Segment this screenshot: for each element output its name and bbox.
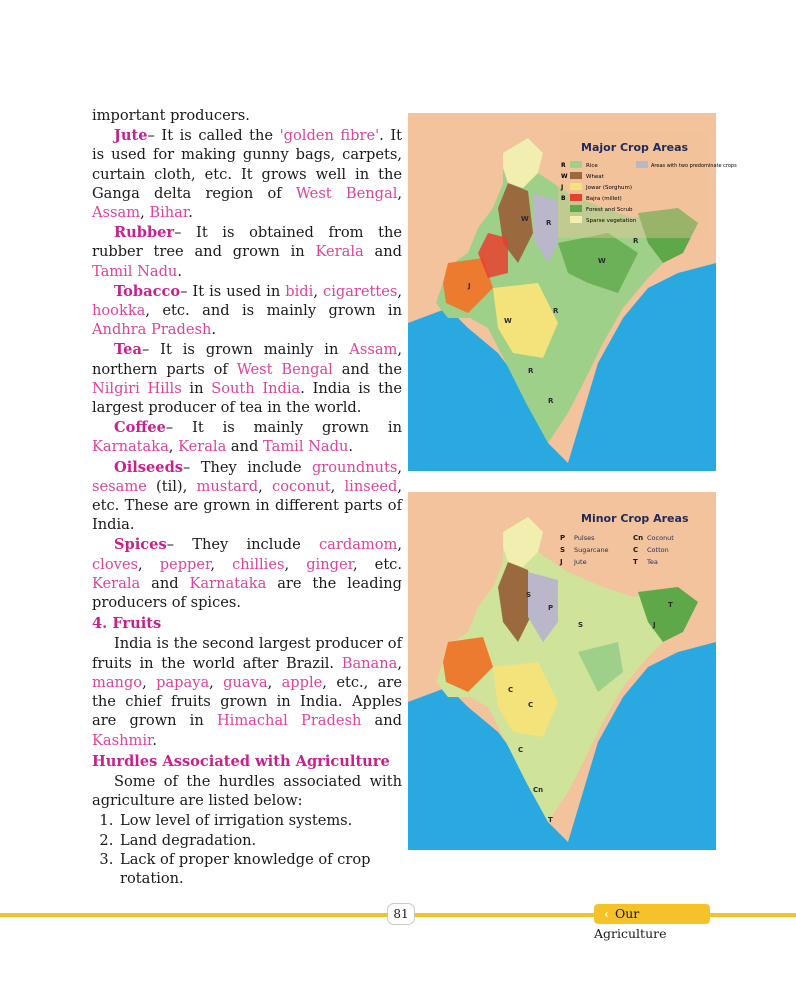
hurdle-item: 3. Lack of proper knowledge of crop rotation. [118, 850, 402, 888]
legend-swatch [570, 205, 582, 212]
legend-label: Jowar (Sorghum) [586, 185, 632, 191]
keyword-text: 'golden fibre' [279, 127, 380, 145]
body-text: , [397, 282, 403, 300]
crop-name: Tobacco [114, 282, 181, 300]
body-text: , [330, 477, 345, 495]
keyword-text: mango [92, 673, 143, 691]
keyword-text: hookka [92, 302, 146, 320]
svg-text:R: R [528, 367, 534, 375]
svg-text:S: S [578, 621, 584, 629]
legend-code: J [561, 184, 564, 191]
legend-swatch [570, 161, 582, 168]
keyword-text: West Bengal [295, 184, 398, 202]
hurdle-item: 1. Low level of irrigation systems. [118, 811, 402, 830]
crop-paragraph [92, 418, 402, 456]
keyword-text: cigarettes [323, 282, 398, 300]
body-text: , [397, 184, 402, 202]
svg-text:W: W [504, 317, 512, 325]
svg-text:T: T [548, 816, 553, 824]
legend-code: Cn [633, 534, 644, 542]
legend-label: Areas with two predominate crops [651, 163, 737, 169]
legend-code: W [561, 173, 568, 180]
keyword-text: Kerala [92, 574, 141, 592]
body-text: – It is used in [180, 282, 286, 300]
body-text: , [397, 458, 402, 476]
body-text: , northern parts of [92, 341, 402, 378]
body-text: and the [332, 360, 402, 378]
svg-text:T: T [668, 601, 673, 609]
legend-label: Sparse vegetation [586, 218, 637, 224]
body-text: , [397, 536, 402, 554]
body-text: , [138, 555, 160, 573]
svg-text:R: R [546, 219, 552, 227]
crop-name: Tea [114, 341, 142, 359]
body-text: – It is called the [147, 127, 280, 145]
chapter-title: Our Agriculture [594, 906, 667, 941]
body-text: , [168, 438, 179, 456]
body-text: (til), [146, 477, 197, 495]
legend-swatch [570, 172, 582, 179]
crop-paragraph [92, 535, 402, 612]
body-text: , etc. These are grown in different parts of India. [92, 477, 402, 534]
legend-label: Forest and Scrub [586, 207, 633, 213]
legend-label: Sugarcane [574, 546, 609, 554]
crop-paragraph [92, 126, 402, 222]
keyword-text: Assam [92, 204, 141, 222]
keyword-text: Andhra Pradesh [92, 321, 212, 339]
body-text: and [140, 574, 190, 592]
hurdles-list [92, 811, 402, 888]
keyword-text: Banana [341, 654, 398, 672]
legend-code: B [561, 195, 566, 202]
legend-code: T [633, 558, 638, 566]
hurdle-item: 2. Land degradation. [118, 831, 402, 850]
chapter-tab[interactable] [594, 904, 710, 941]
hurdles-intro: Some of the hurdles associated with agriculture are listed below: [92, 772, 402, 810]
keyword-text: linseed [344, 477, 398, 495]
crop-paragraph [92, 458, 402, 535]
body-text: , etc., are the chief fruits grown in India. Apples are grown in [92, 673, 402, 730]
crop-name: Jute [114, 127, 148, 145]
body-text: , etc. [352, 555, 402, 573]
keyword-text: Kashmir [92, 731, 153, 749]
legend-label: Coconut [647, 534, 674, 542]
keyword-text: apple [281, 673, 323, 691]
keyword-text: coconut [272, 477, 331, 495]
keyword-text: pepper [159, 555, 211, 573]
keyword-text: bidi [285, 282, 314, 300]
body-text: . India is the largest producer of tea in the world. [92, 379, 402, 417]
body-text: . [152, 731, 158, 749]
body-text: , [267, 673, 282, 691]
body-text: are the leading producers of spices. [92, 574, 402, 612]
map-major-title: Major Crop Areas [581, 141, 689, 154]
crop-name: Spices [114, 536, 167, 554]
keyword-text: guava [223, 673, 268, 691]
keyword-text: Tamil Nadu [92, 262, 178, 280]
body-text: – They include [166, 536, 319, 554]
crop-name: Rubber [114, 224, 175, 242]
crop-list [92, 126, 402, 612]
body-text: , [140, 204, 150, 222]
chevron-left-icon: ‹ [604, 906, 609, 921]
legend-code: P [560, 534, 566, 542]
svg-text:C: C [508, 686, 514, 694]
body-text: and [226, 438, 264, 456]
hurdles-heading: Hurdles Associated with Agriculture [92, 752, 390, 770]
fruits-paragraph [92, 634, 402, 749]
keyword-text: Nilgiri Hills [92, 379, 182, 397]
keyword-text: Tamil Nadu [263, 438, 349, 456]
body-text: , [209, 673, 224, 691]
svg-text:R: R [548, 397, 554, 405]
svg-text:Cn: Cn [533, 786, 544, 794]
keyword-text: Bihar [149, 204, 189, 222]
legend-code: C [633, 546, 639, 554]
crop-name: Coffee [114, 419, 166, 437]
svg-text:P: P [548, 604, 554, 612]
intro-line: important producers. [92, 107, 250, 124]
body-text: , [397, 654, 402, 672]
legend-code: R [561, 162, 566, 169]
legend-code: S [560, 546, 566, 554]
legend-code: J [560, 558, 563, 566]
body-text: and [363, 243, 402, 261]
map-minor-title: Minor Crop Areas [581, 512, 689, 525]
minor-crop-map [408, 492, 716, 850]
svg-text:J: J [468, 282, 471, 290]
keyword-text: papaya [156, 673, 210, 691]
body-text: India is the second largest producer of fruits in the world after Brazil. [92, 635, 402, 672]
keyword-text: ginger [306, 555, 353, 573]
legend-label: Wheat [586, 174, 604, 180]
body-text: . [211, 321, 216, 339]
major-crop-map [408, 113, 737, 471]
keyword-text: Himachal Pradesh [216, 712, 362, 730]
legend-label: Jute [574, 558, 587, 566]
svg-text:J: J [653, 621, 656, 629]
body-text: . [188, 204, 193, 222]
body-text: , etc. and is mainly grown in [145, 302, 402, 320]
keyword-text: chillies [232, 555, 285, 573]
keyword-text: cloves [92, 555, 138, 573]
main-text-column [92, 106, 402, 888]
keyword-text: sesame [92, 477, 147, 495]
body-text: . It is used for making gunny bags, carpets, curtain cloth, etc. It grows well in the Ganga delta region of [92, 127, 402, 202]
body-text: and [361, 712, 402, 730]
keyword-text: Karnataka [189, 574, 267, 592]
keyword-text: Karnataka [92, 438, 169, 456]
body-text: , [313, 282, 324, 300]
keyword-text: Assam [349, 341, 398, 359]
keyword-text: Kerala [315, 243, 364, 261]
body-text: in [181, 379, 212, 397]
body-text: – It is mainly grown in [165, 419, 402, 437]
keyword-text: cardamom [319, 536, 398, 554]
legend-label: Pulses [574, 534, 595, 542]
legend-swatch [570, 216, 582, 223]
body-text: , [142, 673, 157, 691]
legend-label: Tea [647, 558, 658, 566]
body-text: – It is obtained from the rubber tree and grown in [92, 224, 402, 261]
legend-swatch [636, 161, 648, 168]
crop-paragraph [92, 340, 402, 417]
body-text: , [210, 555, 233, 573]
keyword-text: West Bengal [236, 360, 333, 378]
body-text: , [258, 477, 273, 495]
body-text: . [177, 262, 182, 280]
crop-name: Oilseeds [114, 458, 184, 476]
svg-text:S: S [526, 591, 532, 599]
svg-text:W: W [521, 215, 529, 223]
svg-text:C: C [518, 746, 524, 754]
crop-paragraph [92, 282, 402, 340]
keyword-text: groundnuts [311, 458, 398, 476]
keyword-text: Kerala [178, 438, 227, 456]
legend-label: Rice [586, 163, 598, 169]
body-text: – It is grown mainly in [141, 341, 350, 359]
legend-swatch [570, 183, 582, 190]
page-number: 81 [387, 903, 415, 925]
body-text: – They include [183, 458, 312, 476]
keyword-text: South India [211, 379, 301, 397]
body-text: , [284, 555, 307, 573]
svg-text:R: R [553, 307, 559, 315]
crop-paragraph [92, 223, 402, 281]
keyword-text: mustard [196, 477, 259, 495]
legend-swatch [570, 194, 582, 201]
svg-text:C: C [528, 701, 534, 709]
svg-text:W: W [598, 257, 606, 265]
legend-label: Bajra (millet) [586, 196, 622, 202]
body-text: . [348, 438, 353, 456]
fruits-heading: 4. Fruits [92, 615, 162, 633]
legend-label: Cotton [647, 546, 669, 554]
svg-text:R: R [633, 237, 639, 245]
